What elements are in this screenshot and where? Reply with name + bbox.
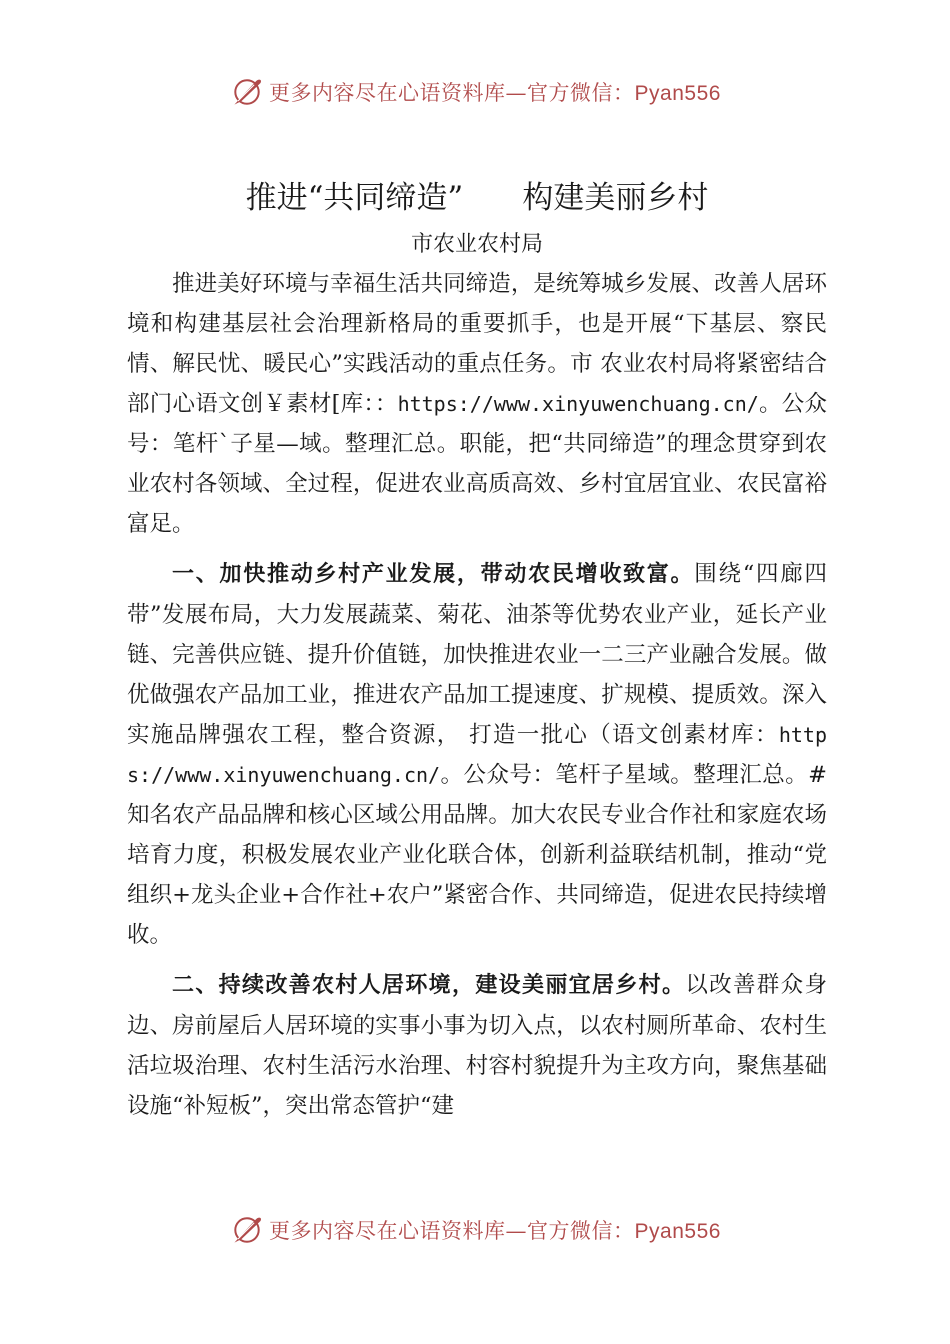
quill-pen-logo-icon bbox=[229, 74, 265, 110]
watermark-handle: Pyan556 bbox=[634, 1220, 721, 1243]
quill-pen-logo-icon bbox=[229, 1212, 265, 1248]
watermark-footer bbox=[0, 1208, 950, 1252]
document-body bbox=[127, 176, 827, 1126]
watermark-text: 更多内容尽在心语资料库—官方微信：Pyan556 bbox=[269, 81, 721, 105]
section1-paragraph: 一、加快推动乡村产业发展，带动农民增收致富。围绕“四廊四带”发展布局，大力发展蔬菜、菊花、油茶等优势农业产业，延长产业链、完善供应链、提升价值链，加快推进农业一二三产业融合发展。做优做强农产品加工业，推进农产品加工提速度、扩规模、提质效。深入实施品牌强农工程，整合资源， 打造一批心（语文创素材库：https://www.xinyuwenchuang.cn/。公众号：笔杆子星域。整理汇总。#知名农产品品牌和核心区域公用品牌。加大农民专业合作社和家庭农场培育力度，积极发展农业产业化联合体，创新利益联结机制，推动“党组织+龙头企业+合作社+农户”紧密合作、共同缔造，促进农民持续增收。 bbox=[127, 561, 827, 948]
watermark-header bbox=[0, 70, 950, 114]
section1-heading: 一、加快推动乡村产业发展，带动农民增收致富。 bbox=[172, 562, 695, 587]
intro-paragraph: 推进美好环境与幸福生活共同缔造，是统筹城乡发展、改善人居环境和构建基层社会治理新格局的重要抓手，也是开展“下基层、察民情、解民忧、暖民心”实践活动的重点任务。市 农业农村局将紧密结合部门心语文创￥素材[库：：https://www.xinyuwenchuang.cn/。公众号：笔杆`子星—域。整理汇总。职能，把“共同缔造”的理念贯穿到农业农村各领域、全过程，促进农业高质高效、乡村宜居宜业、农民富裕富足。 bbox=[127, 271, 827, 537]
section2-paragraph: 二、持续改善农村人居环境，建设美丽宜居乡村。以改善群众身边、房前屋后人居环境的实事小事为切入点，以农村厕所革命、农村生活垃圾治理、农村生活污水治理、村容村貌提升为主攻方向，聚焦基础设施“补短板”，突出常态管护“建 bbox=[127, 972, 827, 1119]
document-title: 推进“共同缔造” 构建美丽乡村 bbox=[245, 180, 709, 216]
watermark-text: 更多内容尽在心语资料库—官方微信：Pyan556 bbox=[269, 1219, 721, 1243]
watermark-handle: Pyan556 bbox=[634, 82, 721, 105]
intro-url: https://www.xinyuwenchuang.cn/ bbox=[397, 392, 759, 416]
section2-heading: 二、持续改善农村人居环境，建设美丽宜居乡村。 bbox=[172, 973, 686, 998]
section1-url: https://www.xinyuwenchuang.cn/ bbox=[127, 723, 827, 787]
document-author: 市农业农村局 bbox=[410, 232, 543, 257]
